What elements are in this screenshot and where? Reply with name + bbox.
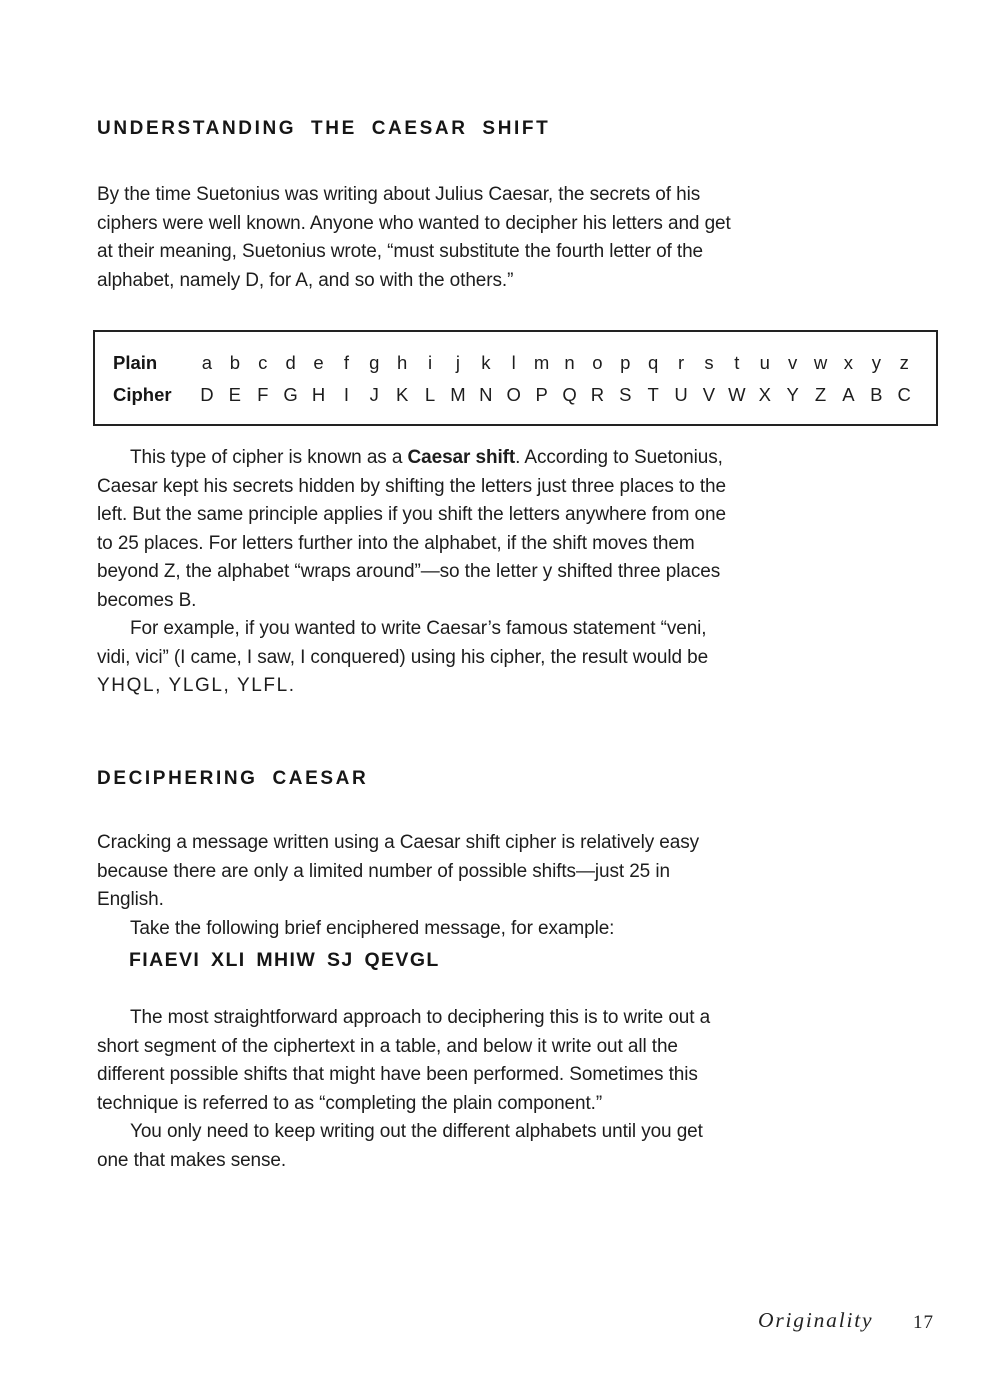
cipher-letter: f bbox=[343, 352, 349, 373]
cipher-letter: J bbox=[369, 384, 379, 405]
cipher-letter: d bbox=[285, 352, 296, 373]
cipher-letters bbox=[193, 384, 918, 406]
cipher-letter: Y bbox=[786, 384, 799, 405]
cipher-letter: s bbox=[704, 352, 714, 373]
caesar-shift-paragraph bbox=[97, 444, 737, 615]
cipher-letter: i bbox=[428, 352, 433, 373]
section-heading-understanding: UNDERSTANDING THE CAESAR SHIFT bbox=[97, 118, 551, 139]
caesar-shift-paragraph-lead: This type of cipher is known as a bbox=[130, 447, 408, 468]
veni-vidi-paragraph bbox=[97, 615, 737, 701]
cipher-letter: o bbox=[592, 352, 603, 373]
veni-vidi-paragraph-lead: For example, if you wanted to write Caesar’s famous statement “veni, vidi, vici” (I came, I saw, I conquered) using his cipher, the result would be bbox=[97, 618, 709, 668]
cipher-letter: E bbox=[228, 384, 241, 405]
cipher-letter: A bbox=[842, 384, 855, 405]
cipher-letter: w bbox=[813, 352, 828, 373]
cipher-letter: R bbox=[590, 384, 605, 405]
yhql-cipher-text: YHQL, YLGL, YLFL. bbox=[97, 675, 296, 696]
cipher-letter: m bbox=[533, 352, 550, 373]
cipher-letter: u bbox=[759, 352, 770, 373]
cipher-letter: T bbox=[647, 384, 659, 405]
cipher-letter: a bbox=[201, 352, 213, 373]
plain-letters bbox=[193, 352, 918, 374]
cipher-row-label: Cipher bbox=[113, 384, 172, 405]
cipher-letter: F bbox=[257, 384, 269, 405]
cipher-row bbox=[113, 379, 918, 411]
cipher-letter: O bbox=[506, 384, 521, 405]
cipher-letter: g bbox=[369, 352, 380, 373]
cipher-letter: H bbox=[311, 384, 326, 405]
cipher-letter: G bbox=[283, 384, 298, 405]
cipher-letter: U bbox=[674, 384, 688, 405]
cipher-letter: S bbox=[619, 384, 632, 405]
cipher-letter: B bbox=[870, 384, 883, 405]
cipher-letter: z bbox=[899, 352, 909, 373]
intro-paragraph: By the time Suetonius was writing about Julius Caesar, the secrets of his ciphers were well known. Anyone who wanted to decipher his letters and get at their meaning, Suetonius wrote, “must substitute the fourth letter of the alphabet, namely D, for A, and so with the others.” bbox=[97, 184, 731, 291]
cipher-letter: V bbox=[702, 384, 716, 405]
caesar-shift-term: Caesar shift bbox=[407, 447, 516, 468]
cipher-letter: Z bbox=[814, 384, 827, 405]
cipher-letter: W bbox=[728, 384, 746, 405]
plain-row-label: Plain bbox=[113, 352, 158, 373]
section1-body bbox=[97, 444, 737, 701]
cipher-letter: n bbox=[564, 352, 575, 373]
cipher-letter: D bbox=[200, 384, 214, 405]
cipher-letter: x bbox=[843, 352, 854, 373]
cipher-letter: P bbox=[535, 384, 548, 405]
enciphered-message: FIAEVI XLI MHIW SJ QEVGL bbox=[129, 949, 440, 971]
cipher-letter: e bbox=[313, 352, 324, 373]
cipher-letter: v bbox=[788, 352, 798, 373]
footer-running-head: Originality bbox=[758, 1308, 874, 1332]
caesar-shift-paragraph-rest: . According to Suetonius, Caesar kept his secrets hidden by shifting the letters just three places to the left. But the same principle applies if you shift the letters anywhere from one to 25 places. For letters further into the alphabet, if the shift moves them beyond Z, the alphabet “wraps around”—so the letter y shifted three places becomes B. bbox=[97, 447, 726, 611]
cipher-letter: p bbox=[620, 352, 631, 373]
straightforward-paragraph: The most straightforward approach to deciphering this is to write out a short segment of the ciphertext in a table, and below it write out all the different possible shifts that might have been performed. Sometimes this technique is referred to as “completing the plain component.” bbox=[97, 1007, 711, 1114]
cipher-letter: L bbox=[424, 384, 436, 405]
footer-page-number: 17 bbox=[913, 1312, 934, 1333]
cipher-letter: r bbox=[678, 352, 685, 373]
cipher-letter: k bbox=[481, 352, 491, 373]
keep-writing-paragraph: You only need to keep writing out the different alphabets until you get one that makes sense. bbox=[97, 1121, 703, 1171]
intro-paragraph-block bbox=[97, 181, 737, 295]
cipher-letter: K bbox=[396, 384, 409, 405]
cipher-letter: t bbox=[734, 352, 740, 373]
cipher-alphabet-table bbox=[93, 330, 938, 426]
cipher-letter: l bbox=[511, 352, 516, 373]
section2-body-bottom bbox=[97, 1004, 737, 1175]
cipher-letter: Q bbox=[562, 384, 577, 405]
cipher-letter: c bbox=[258, 352, 268, 373]
cipher-letter: h bbox=[397, 352, 408, 373]
cipher-letter: b bbox=[229, 352, 240, 373]
take-following-paragraph: Take the following brief enciphered message, for example: bbox=[130, 917, 615, 939]
section-heading-deciphering: DECIPHERING CAESAR bbox=[97, 768, 369, 789]
plain-row bbox=[113, 347, 918, 379]
cipher-letter: N bbox=[479, 384, 493, 405]
cipher-letter: X bbox=[758, 384, 771, 405]
section2-body-top bbox=[97, 829, 737, 943]
cipher-letter: C bbox=[897, 384, 911, 405]
cracking-paragraph: Cracking a message written using a Caesar shift cipher is relatively easy because there are only a limited number of possible shifts—just 25 in English. bbox=[97, 832, 700, 910]
cipher-letter: j bbox=[455, 352, 461, 373]
cipher-letter: I bbox=[343, 384, 349, 405]
cipher-letter: y bbox=[871, 352, 881, 373]
cipher-letter: M bbox=[450, 384, 466, 405]
cipher-letter: q bbox=[648, 352, 659, 373]
